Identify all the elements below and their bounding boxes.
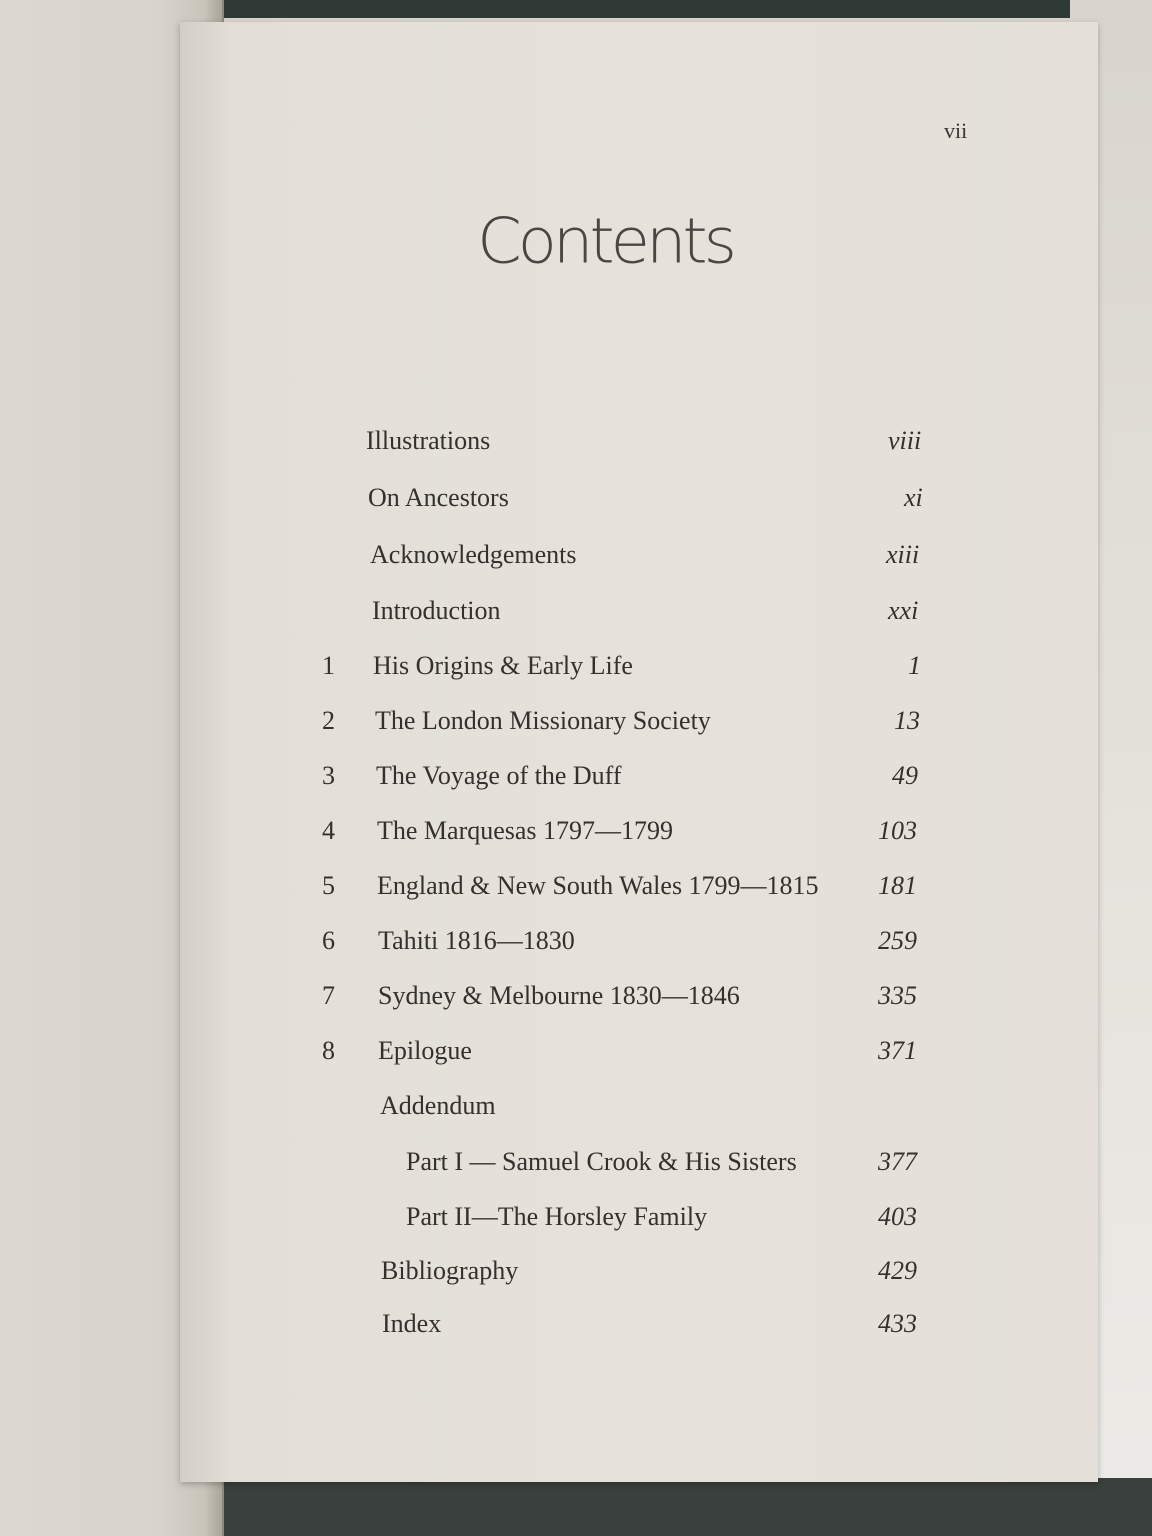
chapter-number: 8 (322, 1036, 335, 1065)
entry-title: His Origins & Early Life (373, 651, 633, 680)
entry-title: England & New South Wales 1799—1815 (377, 871, 819, 900)
entry-page: 13 (894, 706, 920, 735)
chapter-number: 3 (322, 761, 335, 790)
entry-title: Illustrations (366, 426, 491, 455)
toc-entry-chapter-6 (322, 926, 932, 960)
toc-entry-chapter-2 (322, 706, 932, 740)
entry-page: 377 (878, 1147, 917, 1176)
toc-entry-chapter-7 (322, 981, 932, 1015)
chapter-number: 2 (322, 706, 335, 735)
entry-title: Part II—The Horsley Family (406, 1202, 708, 1231)
entry-title: On Ancestors (368, 483, 509, 512)
entry-page: xi (904, 483, 923, 512)
entry-page: 103 (878, 816, 917, 845)
toc-entry-bibliography (322, 1256, 932, 1290)
entry-title: Part I — Samuel Crook & His Sisters (406, 1147, 797, 1176)
toc-entry-on-ancestors (322, 483, 932, 517)
entry-title: The Marquesas 1797—1799 (377, 816, 674, 845)
toc-entry-chapter-1 (322, 651, 932, 685)
entry-title: Addendum (380, 1091, 496, 1120)
chapter-number: 1 (322, 651, 335, 680)
entry-title: Index (382, 1309, 442, 1338)
toc-entry-chapter-3 (322, 761, 932, 795)
entry-page: 49 (892, 761, 918, 790)
toc-entry-introduction (322, 596, 932, 630)
chapter-number: 4 (322, 816, 335, 845)
entry-title: Introduction (372, 596, 501, 625)
toc-entry-chapter-4 (322, 816, 932, 850)
toc-entry-illustrations (322, 426, 932, 460)
entry-title: The Voyage of the Duff (376, 761, 622, 790)
toc-entry-part-1 (322, 1147, 932, 1181)
toc-entry-index (322, 1309, 932, 1343)
entry-title: Epilogue (378, 1036, 472, 1065)
toc-entry-acknowledgements (322, 540, 932, 574)
chapter-number: 5 (322, 871, 335, 900)
page-title: Contents (477, 205, 733, 279)
entry-page: viii (888, 426, 922, 455)
chapter-number: 7 (322, 981, 335, 1010)
toc-entry-part-2 (322, 1202, 932, 1236)
entry-page: xxi (888, 596, 919, 625)
toc-entry-chapter-8 (322, 1036, 932, 1070)
toc-entry-chapter-5 (322, 871, 932, 905)
entry-page: xiii (886, 540, 920, 569)
entry-title: Tahiti 1816—1830 (378, 926, 575, 955)
entry-page: 259 (878, 926, 917, 955)
chapter-number: 6 (322, 926, 335, 955)
entry-title: Acknowledgements (370, 540, 577, 569)
entry-page: 433 (878, 1309, 917, 1338)
entry-page: 429 (878, 1256, 917, 1285)
entry-title: Bibliography (381, 1256, 519, 1285)
entry-page: 371 (878, 1036, 917, 1065)
entry-page: 403 (878, 1202, 917, 1231)
entry-page: 1 (908, 651, 921, 680)
entry-page: 181 (878, 871, 917, 900)
entry-title: The London Missionary Society (375, 706, 711, 735)
entry-title: Sydney & Melbourne 1830—1846 (378, 981, 740, 1010)
entry-page: 335 (878, 981, 917, 1010)
toc-entry-addendum (322, 1091, 932, 1125)
page-number: vii (944, 118, 968, 143)
